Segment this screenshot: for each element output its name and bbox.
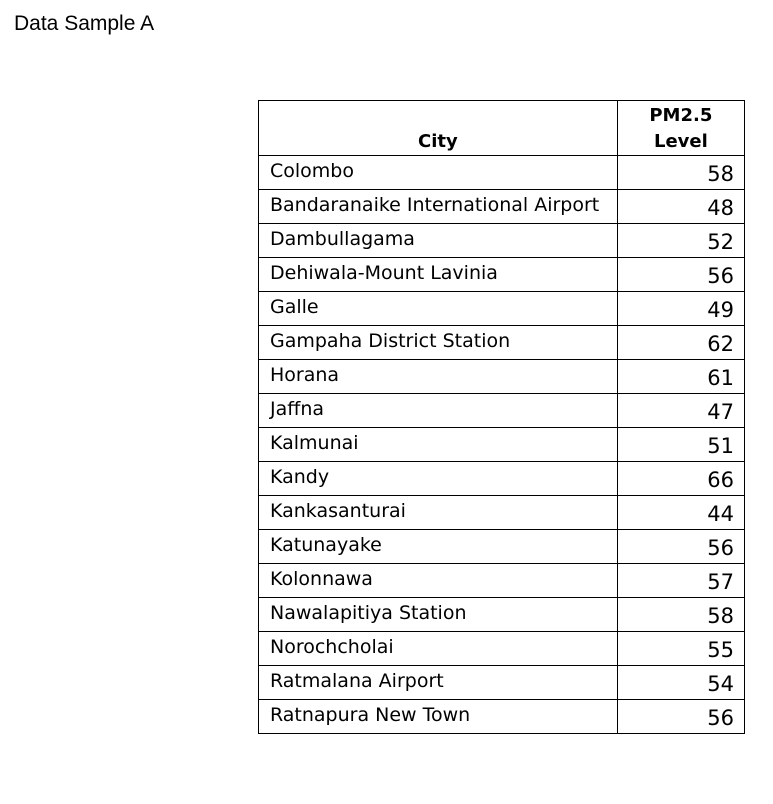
header-city: City	[259, 101, 618, 156]
city-cell: Ratnapura New Town	[259, 700, 618, 734]
pm25-level-cell: 56	[617, 700, 744, 734]
table-row	[259, 394, 745, 428]
table-row	[259, 666, 745, 700]
pm25-level-cell: 47	[617, 394, 744, 428]
table-row	[259, 326, 745, 360]
table-row	[259, 530, 745, 564]
table-row	[259, 428, 745, 462]
table-header-row	[259, 101, 745, 156]
pm25-level-cell: 52	[617, 224, 744, 258]
city-cell: Norochcholai	[259, 632, 618, 666]
pm25-level-cell: 49	[617, 292, 744, 326]
pm25-level-cell: 57	[617, 564, 744, 598]
city-cell: Horana	[259, 360, 618, 394]
city-cell: Jaffna	[259, 394, 618, 428]
pm25-level-cell: 66	[617, 462, 744, 496]
table-row	[259, 598, 745, 632]
table-row	[259, 360, 745, 394]
city-cell: Kankasanturai	[259, 496, 618, 530]
pm25-level-cell: 58	[617, 598, 744, 632]
city-cell: Kalmunai	[259, 428, 618, 462]
page-heading: Data Sample A	[14, 12, 155, 35]
pm25-level-cell: 56	[617, 258, 744, 292]
pm25-level-cell: 61	[617, 360, 744, 394]
city-cell: Bandaranaike International Airport	[259, 190, 618, 224]
pm25-level-cell: 58	[617, 156, 744, 190]
pm25-level-cell: 44	[617, 496, 744, 530]
city-cell: Galle	[259, 292, 618, 326]
pm25-table	[258, 100, 745, 734]
city-cell: Nawalapitiya Station	[259, 598, 618, 632]
table-row	[259, 700, 745, 734]
city-cell: Katunayake	[259, 530, 618, 564]
table-row	[259, 292, 745, 326]
table-row	[259, 224, 745, 258]
city-cell: Ratmalana Airport	[259, 666, 618, 700]
table-row	[259, 496, 745, 530]
city-cell: Kandy	[259, 462, 618, 496]
pm25-level-cell: 56	[617, 530, 744, 564]
table-row	[259, 632, 745, 666]
table-body	[259, 156, 745, 734]
table-row	[259, 156, 745, 190]
city-cell: Kolonnawa	[259, 564, 618, 598]
city-cell: Dehiwala-Mount Lavinia	[259, 258, 618, 292]
city-cell: Gampaha District Station	[259, 326, 618, 360]
city-cell: Colombo	[259, 156, 618, 190]
table-row	[259, 190, 745, 224]
table-row	[259, 258, 745, 292]
pm25-level-cell: 54	[617, 666, 744, 700]
pm25-level-cell: 55	[617, 632, 744, 666]
pm25-level-cell: 48	[617, 190, 744, 224]
table-row	[259, 462, 745, 496]
pm25-level-cell: 62	[617, 326, 744, 360]
header-pm25-level: PM2.5 Level	[617, 101, 744, 156]
city-cell: Dambullagama	[259, 224, 618, 258]
table-row	[259, 564, 745, 598]
pm25-level-cell: 51	[617, 428, 744, 462]
